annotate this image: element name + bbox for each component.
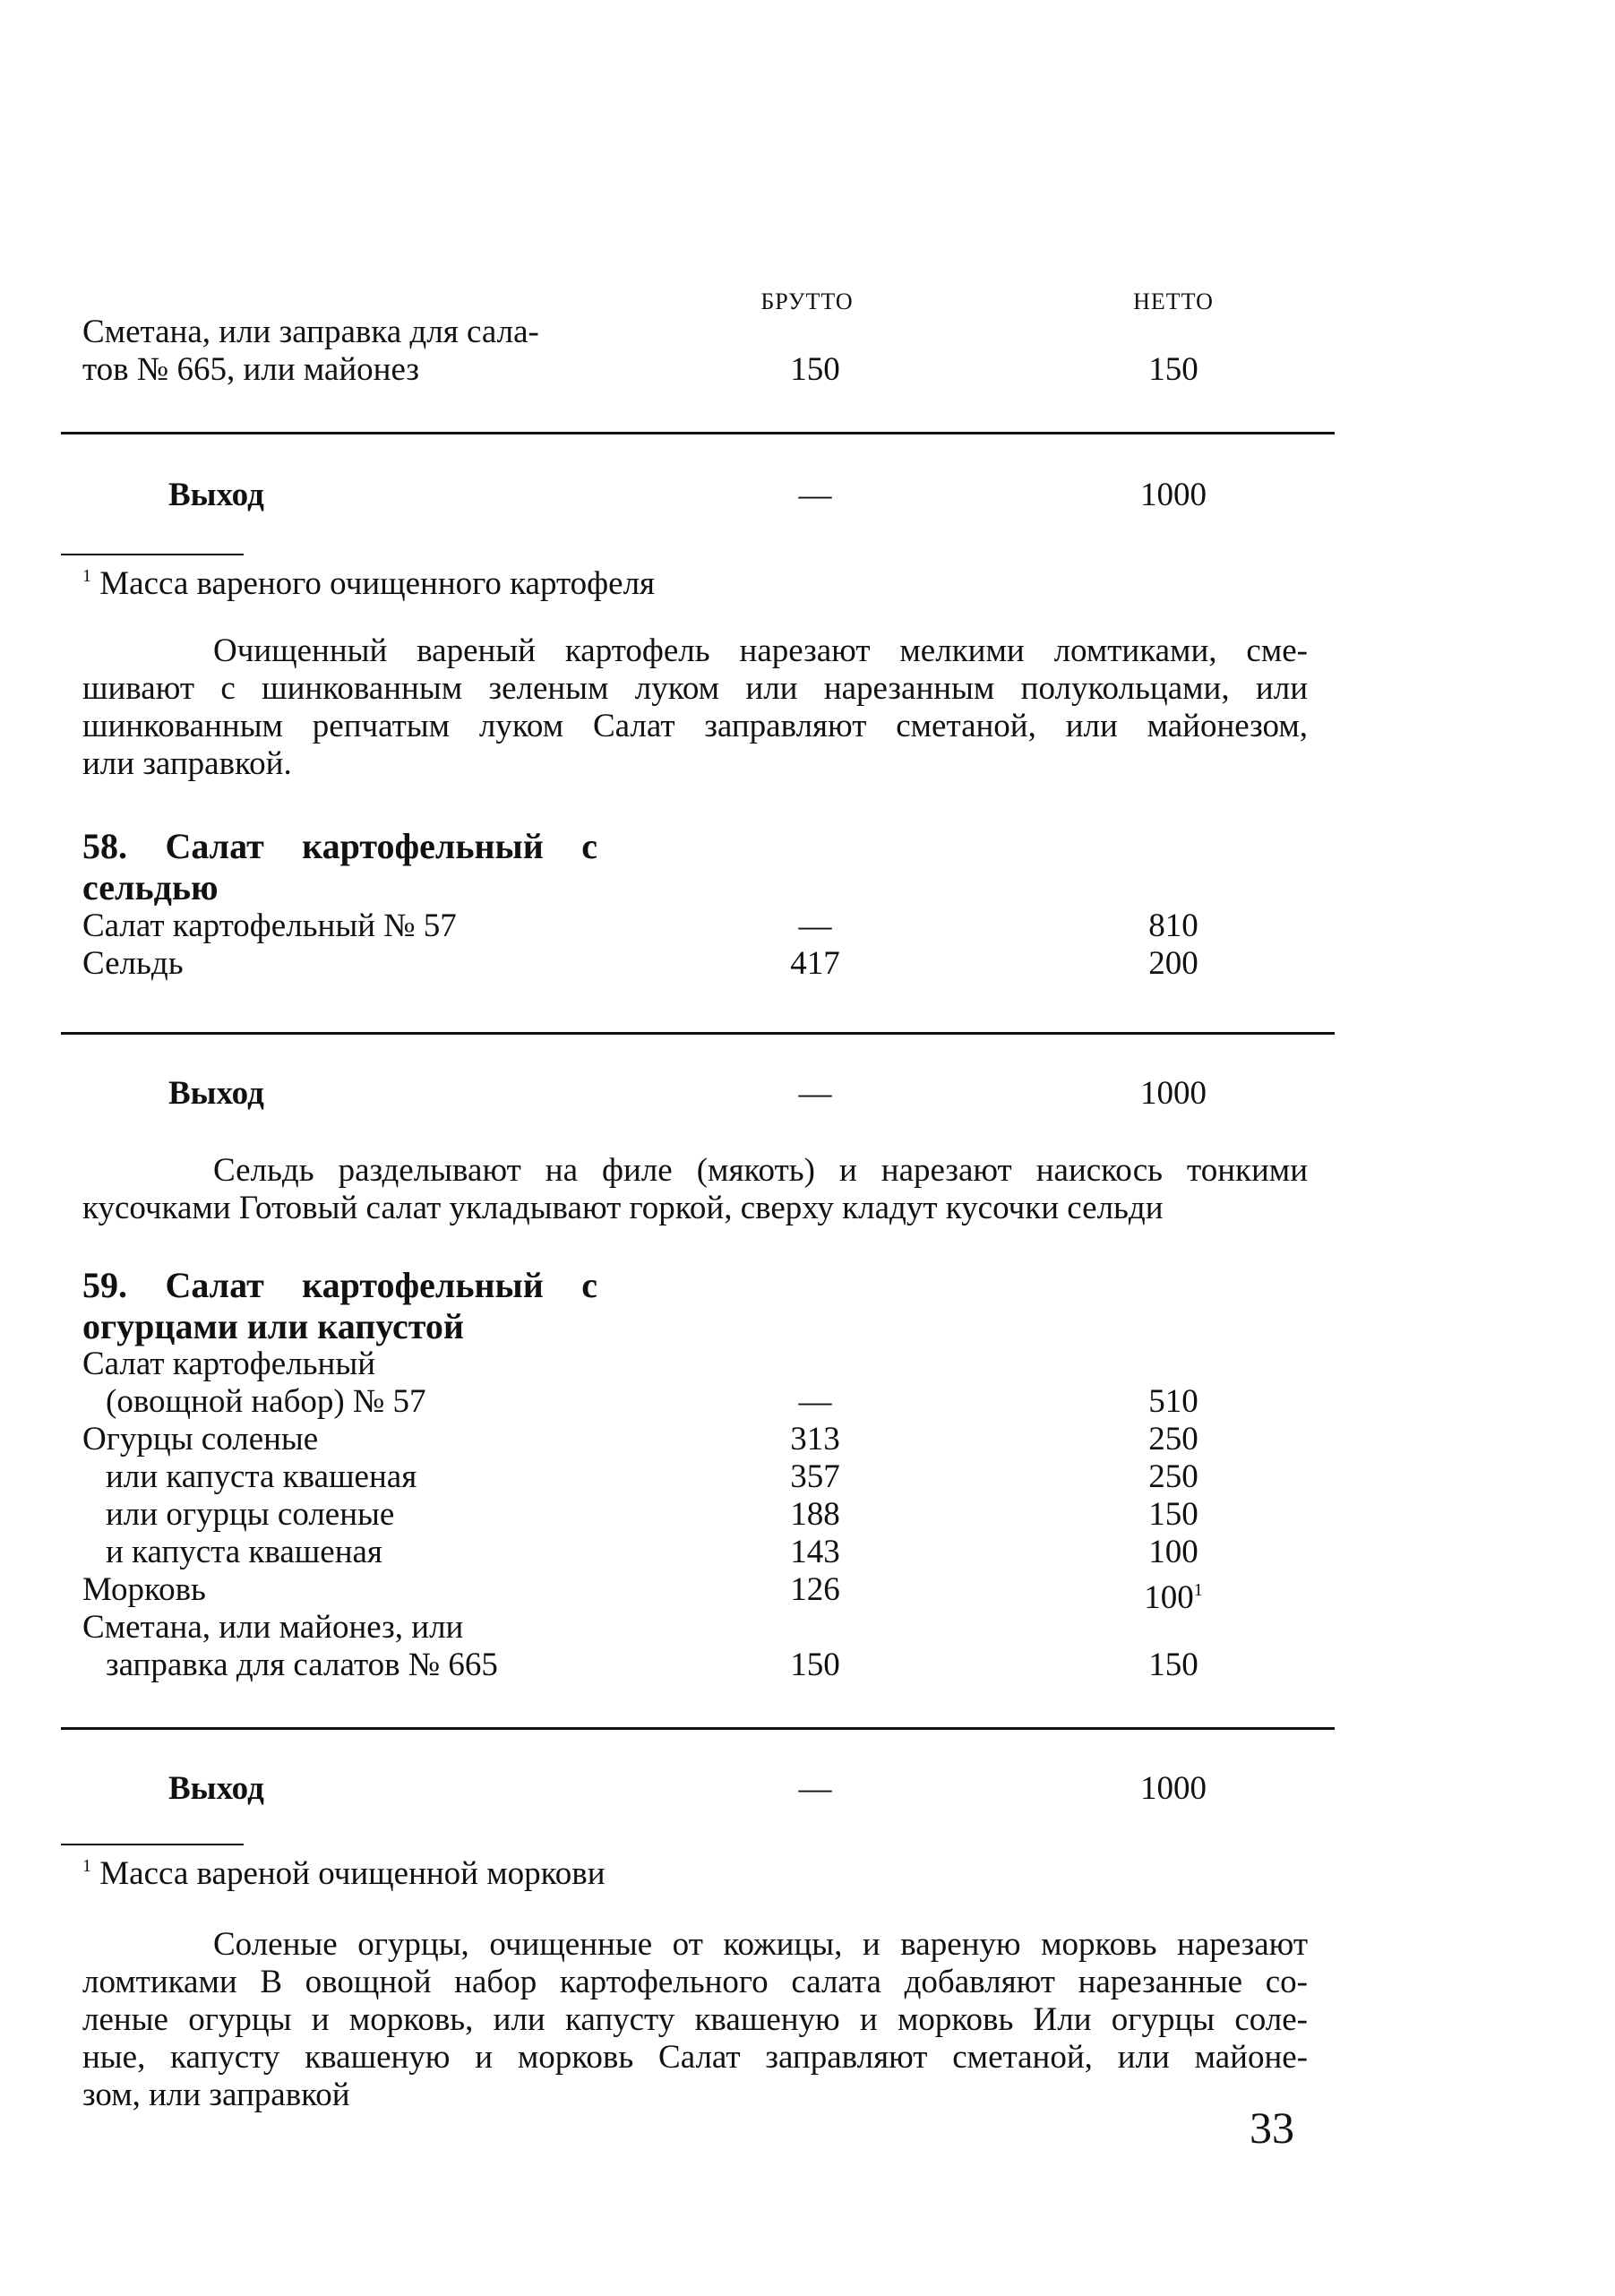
- table-row: [82, 1383, 1336, 1421]
- description-line: шивают с шинкованным зеленым луком или нарезанным полукольцами, или: [82, 670, 1308, 707]
- brutto-value: —: [798, 907, 832, 944]
- brutto-value: 150: [790, 351, 840, 388]
- table-row: [82, 351, 1336, 389]
- footnote-mark: 1: [82, 566, 91, 586]
- recipe-title: [82, 1265, 597, 1347]
- footnote: [82, 557, 655, 603]
- ingredient-name: или капуста квашеная: [106, 1458, 417, 1495]
- brutto-value: 357: [790, 1458, 840, 1495]
- recipe-title-line: 58. Салат картофельный с: [82, 826, 597, 866]
- page-number: 33: [1250, 2103, 1294, 2153]
- column-header-brutto: БРУТТО: [760, 288, 854, 314]
- brutto-value: 313: [790, 1421, 840, 1458]
- description-line: зом, или заправкой: [82, 2077, 350, 2113]
- netto-value: 250: [1148, 1458, 1198, 1495]
- brutto-value: 126: [790, 1571, 840, 1608]
- ingredient-name: (овощной набор) № 57: [106, 1383, 426, 1420]
- description-line: или заправкой.: [82, 745, 292, 782]
- brutto-value: —: [798, 1075, 832, 1112]
- ingredient-name: Морковь: [82, 1571, 206, 1608]
- table-row: [82, 1571, 1336, 1616]
- description-line: леные огурцы и морковь, или капусту квашеную и морковь Или огурцы соле-: [82, 2001, 1308, 2038]
- footnote-mark: 1: [82, 1856, 91, 1876]
- footnote-rule: [61, 1844, 244, 1845]
- ingredient-name: Сельдь: [82, 945, 184, 982]
- netto-value: 810: [1148, 907, 1198, 944]
- ingredient-name: Огурцы соленые: [82, 1421, 319, 1458]
- column-header-netto: НЕТТО: [1133, 288, 1214, 314]
- ingredient-name: заправка для салатов № 665: [106, 1647, 498, 1683]
- table-row: [82, 1346, 1336, 1383]
- netto-number: 100: [1144, 1579, 1194, 1616]
- output-row: [82, 477, 1336, 514]
- table-row: [82, 1647, 1336, 1684]
- recipe-title-line: 59. Салат картофельный с: [82, 1265, 597, 1305]
- netto-value: 510: [1148, 1383, 1198, 1420]
- ingredient-name: и капуста квашеная: [106, 1534, 382, 1570]
- netto-value: 150: [1148, 1496, 1198, 1533]
- brutto-value: 143: [790, 1534, 840, 1570]
- brutto-value: 150: [790, 1647, 840, 1683]
- footnote-text: Масса вареного очищенного картофеля: [99, 565, 656, 602]
- netto-value: 1000: [1140, 477, 1207, 513]
- netto-value: 150: [1148, 1647, 1198, 1683]
- ingredient-name: Салат картофельный № 57: [82, 907, 457, 944]
- output-label: Выход: [168, 1770, 264, 1807]
- table-row: [82, 1609, 1336, 1647]
- ingredient-name: Салат картофельный: [82, 1346, 376, 1382]
- description-line: Соленые огурцы, очищенные от кожицы, и вареную морковь нарезают: [213, 1926, 1308, 1963]
- table-divider: [61, 1032, 1335, 1035]
- netto-value: 150: [1148, 351, 1198, 388]
- netto-value: 250: [1148, 1421, 1198, 1458]
- brutto-value: —: [798, 1383, 832, 1420]
- output-label: Выход: [168, 477, 264, 513]
- netto-value: 100: [1148, 1534, 1198, 1570]
- table-row: [82, 1458, 1336, 1496]
- ingredient-name: Сметана, или майонез, или: [82, 1609, 464, 1646]
- output-label: Выход: [168, 1075, 264, 1112]
- recipe-description: [82, 632, 1308, 783]
- description-line: ные, капусту квашеную и морковь Салат заправляют сметаной, или майоне-: [82, 2039, 1308, 2076]
- footnote-rule: [61, 554, 244, 555]
- ingredient-name: или огурцы соленые: [106, 1496, 395, 1533]
- recipe-title-line: сельдью: [82, 867, 219, 907]
- recipe-description: [82, 1152, 1308, 1227]
- netto-value: 1000: [1140, 1075, 1207, 1112]
- recipe-description: [82, 1926, 1308, 2114]
- table-row: [82, 314, 1336, 351]
- recipe-title-line: огурцами или капустой: [82, 1306, 464, 1346]
- ingredient-name: тов № 665, или майонез: [82, 351, 419, 388]
- netto-value: 1000: [1140, 1770, 1207, 1807]
- recipe-title: [82, 826, 597, 908]
- footnote-mark: 1: [1193, 1580, 1203, 1600]
- brutto-value: —: [798, 1770, 832, 1807]
- footnote: [82, 1847, 606, 1893]
- table-row: [82, 1421, 1336, 1458]
- description-line: шинкованным репчатым луком Салат заправляют сметаной, или майонезом,: [82, 708, 1308, 744]
- netto-value: 200: [1148, 945, 1198, 982]
- table-divider: [61, 432, 1335, 434]
- ingredient-name: Сметана, или заправка для сала-: [82, 314, 539, 350]
- table-row: [82, 1534, 1336, 1571]
- brutto-value: 417: [790, 945, 840, 982]
- description-line: ломтиками В овощной набор картофельного салата добавляют нарезанные со-: [82, 1964, 1308, 2000]
- description-line: Очищенный вареный картофель нарезают мелкими ломтиками, сме-: [213, 632, 1308, 669]
- output-row: [82, 1770, 1336, 1808]
- table-row: [82, 945, 1336, 983]
- brutto-value: —: [798, 477, 832, 513]
- table-divider: [61, 1727, 1335, 1730]
- table-row: [82, 1496, 1336, 1534]
- footnote-text: Масса вареной очищенной моркови: [99, 1855, 606, 1892]
- table-row: [82, 907, 1336, 945]
- description-line: Сельдь разделывают на филе (мякоть) и нарезают наискось тонкими: [213, 1152, 1308, 1189]
- description-line: кусочками Готовый салат укладывают горкой, сверху кладут кусочки сельди: [82, 1190, 1164, 1226]
- output-row: [82, 1075, 1336, 1113]
- brutto-value: 188: [790, 1496, 840, 1533]
